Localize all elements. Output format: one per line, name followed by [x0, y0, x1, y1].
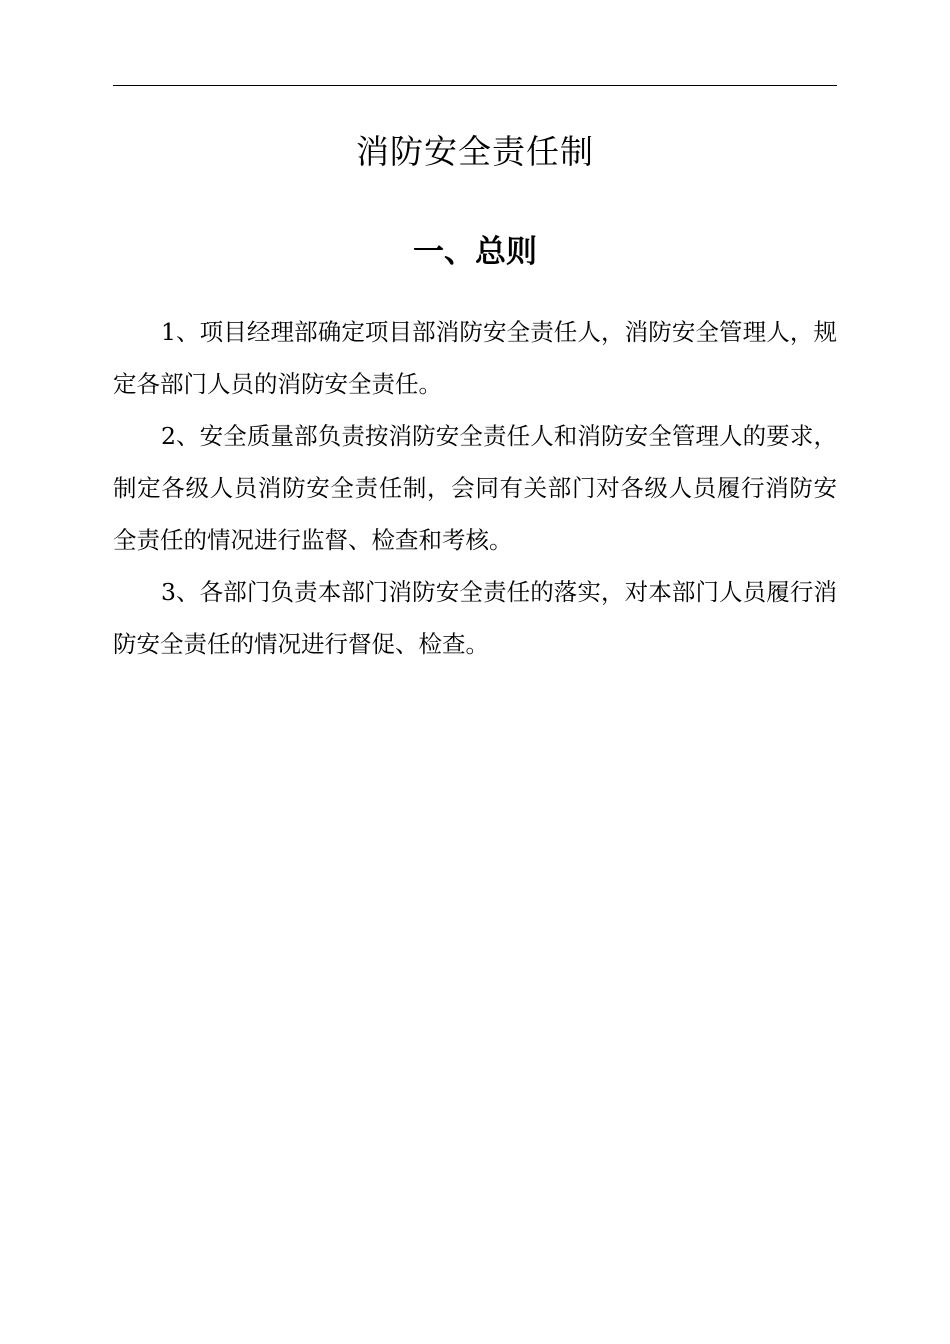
paragraph-1: 1、项目经理部确定项目部消防安全责任人，消防安全管理人，规定各部门人员的消防安全责任。 — [113, 318, 837, 398]
document-title: 消防安全责任制 — [356, 132, 594, 171]
header-rule — [113, 85, 837, 86]
paragraph-3: 3、各部门负责本部门消防安全责任的落实，对本部门人员履行消防安全责任的情况进行督促、检查。 — [113, 578, 837, 658]
paragraph-2: 2、安全质量部负责按消防安全责任人和消防安全管理人的要求，制定各级人员消防安全责任制，会同有关部门对各级人员履行消防安全责任的情况进行监督、检查和考核。 — [113, 422, 837, 554]
section-heading: 一、总则 — [413, 234, 537, 270]
body-text — [113, 306, 837, 670]
